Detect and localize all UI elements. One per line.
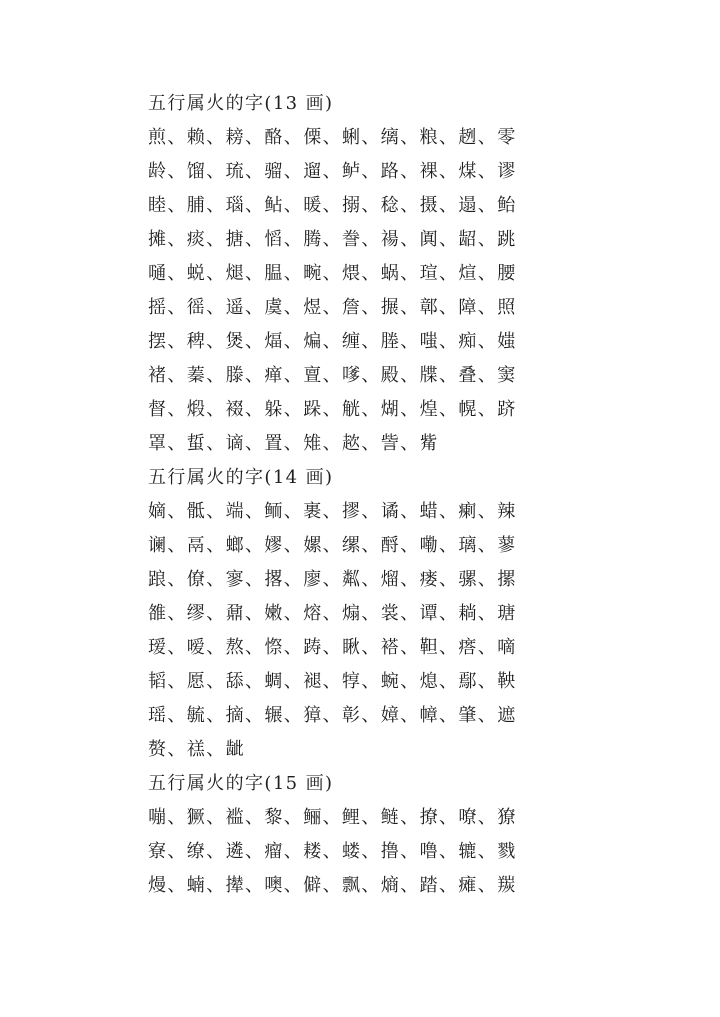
character-line: 瑶、毓、摘、辗、獐、彰、嫜、幛、肇、遮 bbox=[148, 705, 517, 726]
character-line: 摆、稗、煲、煏、煸、缠、塍、嗤、痴、媸 bbox=[148, 331, 517, 352]
character-line: 督、煅、裰、躲、跺、觥、煳、煌、幌、跻 bbox=[148, 399, 517, 420]
character-line: 嘣、獗、褴、黎、鲡、鲤、鲢、撩、嘹、獠 bbox=[148, 807, 517, 828]
section-title: 五行属火的字(15 画) bbox=[148, 773, 334, 794]
character-line: 雒、缪、鼐、嫩、熔、煽、裳、谭、耥、瑭 bbox=[148, 603, 517, 624]
character-line: 罩、蜇、谪、置、雉、趑、訾、觜 bbox=[148, 433, 439, 454]
character-line: 谰、鬲、螂、嫪、嫘、缧、酹、嘞、璃、蓼 bbox=[148, 535, 517, 556]
section-13-strokes bbox=[148, 87, 688, 461]
character-line: 褚、蓁、滕、瘅、亶、嗲、殿、牒、叠、窦 bbox=[148, 365, 517, 386]
character-line: 韬、愿、舔、蜩、褪、犉、蜿、熄、鄢、鞅 bbox=[148, 671, 517, 692]
character-line: 瑷、嗳、熬、憏、踌、瞅、褡、靼、瘩、嘀 bbox=[148, 637, 517, 658]
character-line: 赘、禚、龇 bbox=[148, 739, 245, 760]
character-line: 嗵、蜕、煺、腽、畹、煨、蜗、瑄、煊、腰 bbox=[148, 263, 517, 284]
character-line: 嫡、骶、端、鲕、裹、摎、谲、蜡、瘌、辣 bbox=[148, 501, 517, 522]
section-title: 五行属火的字(13 画) bbox=[148, 93, 334, 114]
section-title: 五行属火的字(14 画) bbox=[148, 467, 334, 488]
section-15-strokes bbox=[148, 767, 688, 903]
character-line: 寮、缭、遴、瘤、耧、蝼、撸、噜、辘、戮 bbox=[148, 841, 517, 862]
character-line: 摊、痰、搪、慆、腾、誊、禓、阗、龆、跳 bbox=[148, 229, 517, 250]
document-body bbox=[148, 87, 688, 903]
character-line: 踉、僚、寥、撂、廖、粼、熘、瘘、骡、摞 bbox=[148, 569, 517, 590]
character-line: 睦、脯、瑙、鲇、暖、搦、稔、摄、遢、鲐 bbox=[148, 195, 517, 216]
character-line: 熳、蝻、撵、噢、僻、飘、熵、踏、瘫、羰 bbox=[148, 875, 517, 896]
character-line: 龄、馏、琉、骝、遛、鲈、路、裸、煤、谬 bbox=[148, 161, 517, 182]
character-line: 摇、徭、遥、虞、煜、詹、搌、鄣、障、照 bbox=[148, 297, 517, 318]
character-line: 煎、赖、耪、酪、傈、蜊、缡、粮、趔、零 bbox=[148, 127, 517, 148]
section-14-strokes bbox=[148, 461, 688, 767]
